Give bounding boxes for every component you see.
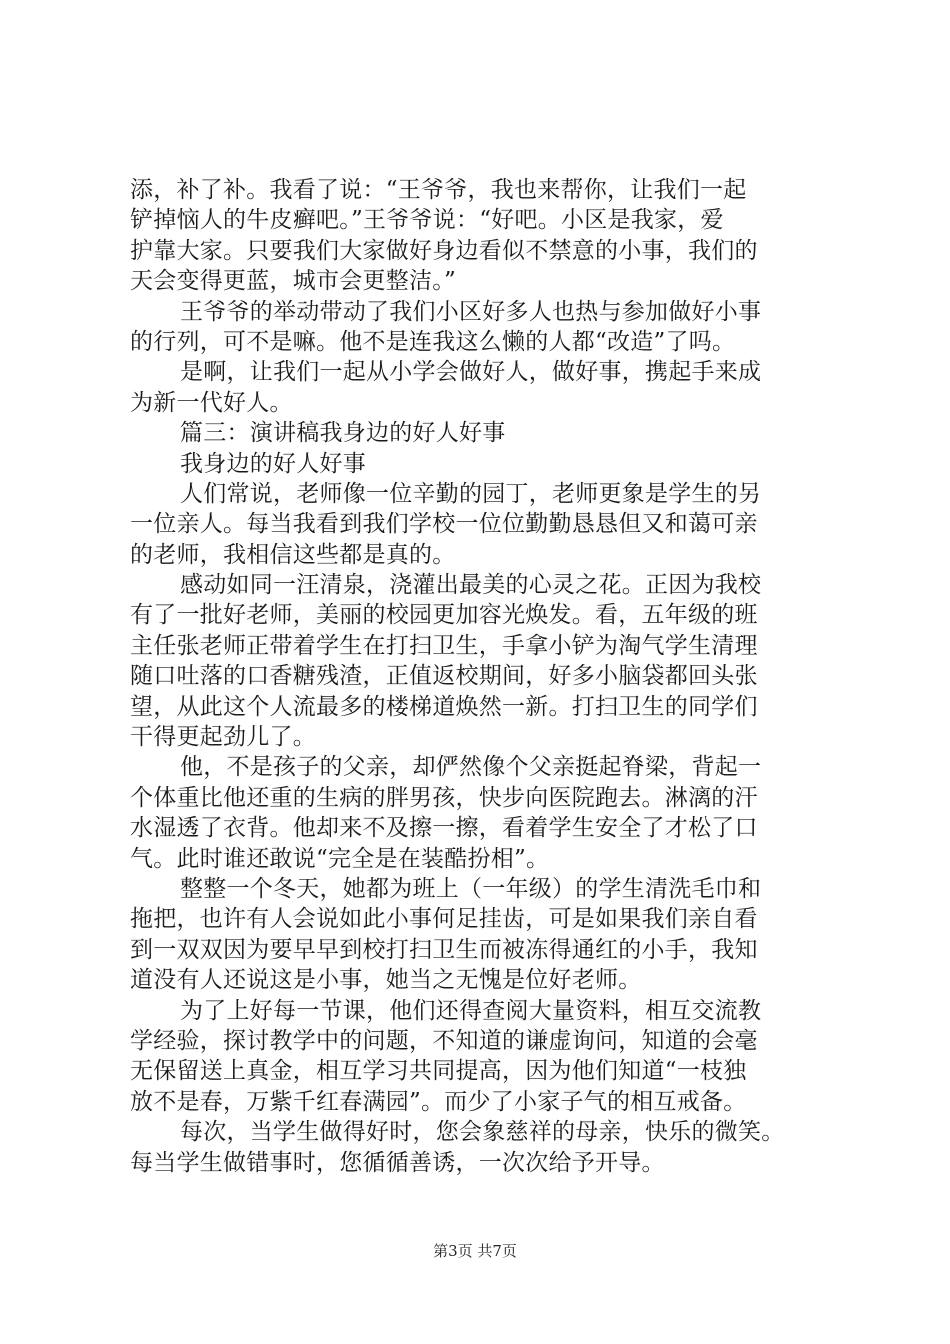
text-line: 护靠大家。只要我们大家做好身边看似不禁意的小事，我们的 [130,237,758,264]
text-line: 水湿透了衣背。他却来不及擦一擦，看着学生安全了才松了口 [130,815,758,842]
text-line: 一位亲人。每当我看到我们学校一位位勤勤恳恳但又和蔼可亲 [130,511,758,538]
page-footer: 第3页 共7页 [433,1242,517,1260]
text-line: 感动如同一汪清泉，浇灌出最美的心灵之花。正因为我校 [180,572,762,599]
text-line: 的行列，可不是嘛。他不是连我这么懒的人都“改造”了吗。 [130,328,736,355]
text-line: 有了一批好老师，美丽的校园更加容光焕发。看，五年级的班 [130,602,758,629]
text-line: 望，从此这个人流最多的楼梯道焕然一新。打扫卫生的同学们 [130,693,758,720]
text-line: 无保留送上真金，相互学习共同提高，因为他们知道“一枝独 [130,1058,747,1085]
text-line: 添，补了补。我看了说：“王爷爷，我也来帮你，让我们一起 [130,177,747,203]
text-line: 篇三：演讲稿我身边的好人好事 [180,420,506,447]
text-line: 天会变得更蓝，城市会更整洁。” [130,268,457,295]
text-line: 王爷爷的举动带动了我们小区好多人也热与参加做好小事 [180,298,762,325]
text-line: 他，不是孩子的父亲，却俨然像个父亲挺起脊梁，背起一 [180,754,762,781]
text-line: 每当学生做错事时，您循循善诱，一次次给予开导。 [130,1149,665,1176]
text-line: 主任张老师正带着学生在打扫卫生，手拿小铲为淘气学生清理 [130,632,758,659]
text-line: 是啊，让我们一起从小学会做好人，做好事，携起手来成 [180,359,762,386]
text-line: 到一双双因为要早早到校打扫卫生而被冻得通红的小手，我知 [130,936,758,963]
document-body [130,175,830,1178]
text-line: 为新一代好人。 [130,389,293,416]
text-line: 的老师，我相信这些都是真的。 [130,541,456,568]
text-line: 每次，当学生做得好时，您会象慈祥的母亲，快乐的微笑。 [180,1119,785,1146]
text-line: 道没有人还说这是小事，她当之无愧是位好老师。 [130,967,642,994]
text-line: 我身边的好人好事 [180,450,366,477]
text-line: 人们常说，老师像一位辛勤的园丁，老师更象是学生的另 [180,480,762,507]
text-line: 拖把，也许有人会说如此小事何足挂齿，可是如果我们亲自看 [130,906,758,933]
text-line: 放不是春，万紫千红春满园”。而少了小家子气的相互戒备。 [130,1088,747,1115]
text-line: 随口吐落的口香糖残渣，正值返校期间，好多小脑袋都回头张 [130,663,758,690]
text-line: 个体重比他还重的生病的胖男孩，快步向医院跑去。淋漓的汗 [130,784,758,811]
text-line: 铲掉恼人的牛皮癣吧。”王爷爷说：“好吧。小区是我家，爱 [130,207,724,234]
text-line: 整整一个冬天，她都为班上（一年级）的学生清洗毛巾和 [180,875,762,902]
text-line: 气。此时谁还敢说“完全是在装酷扮相”。 [130,845,550,872]
text-line: 干得更起劲儿了。 [130,724,316,751]
text-line: 学经验，探讨教学中的问题，不知道的谦虚询问，知道的会毫 [130,1027,758,1054]
text-line: 为了上好每一节课，他们还得查阅大量资料，相互交流教 [180,997,762,1024]
